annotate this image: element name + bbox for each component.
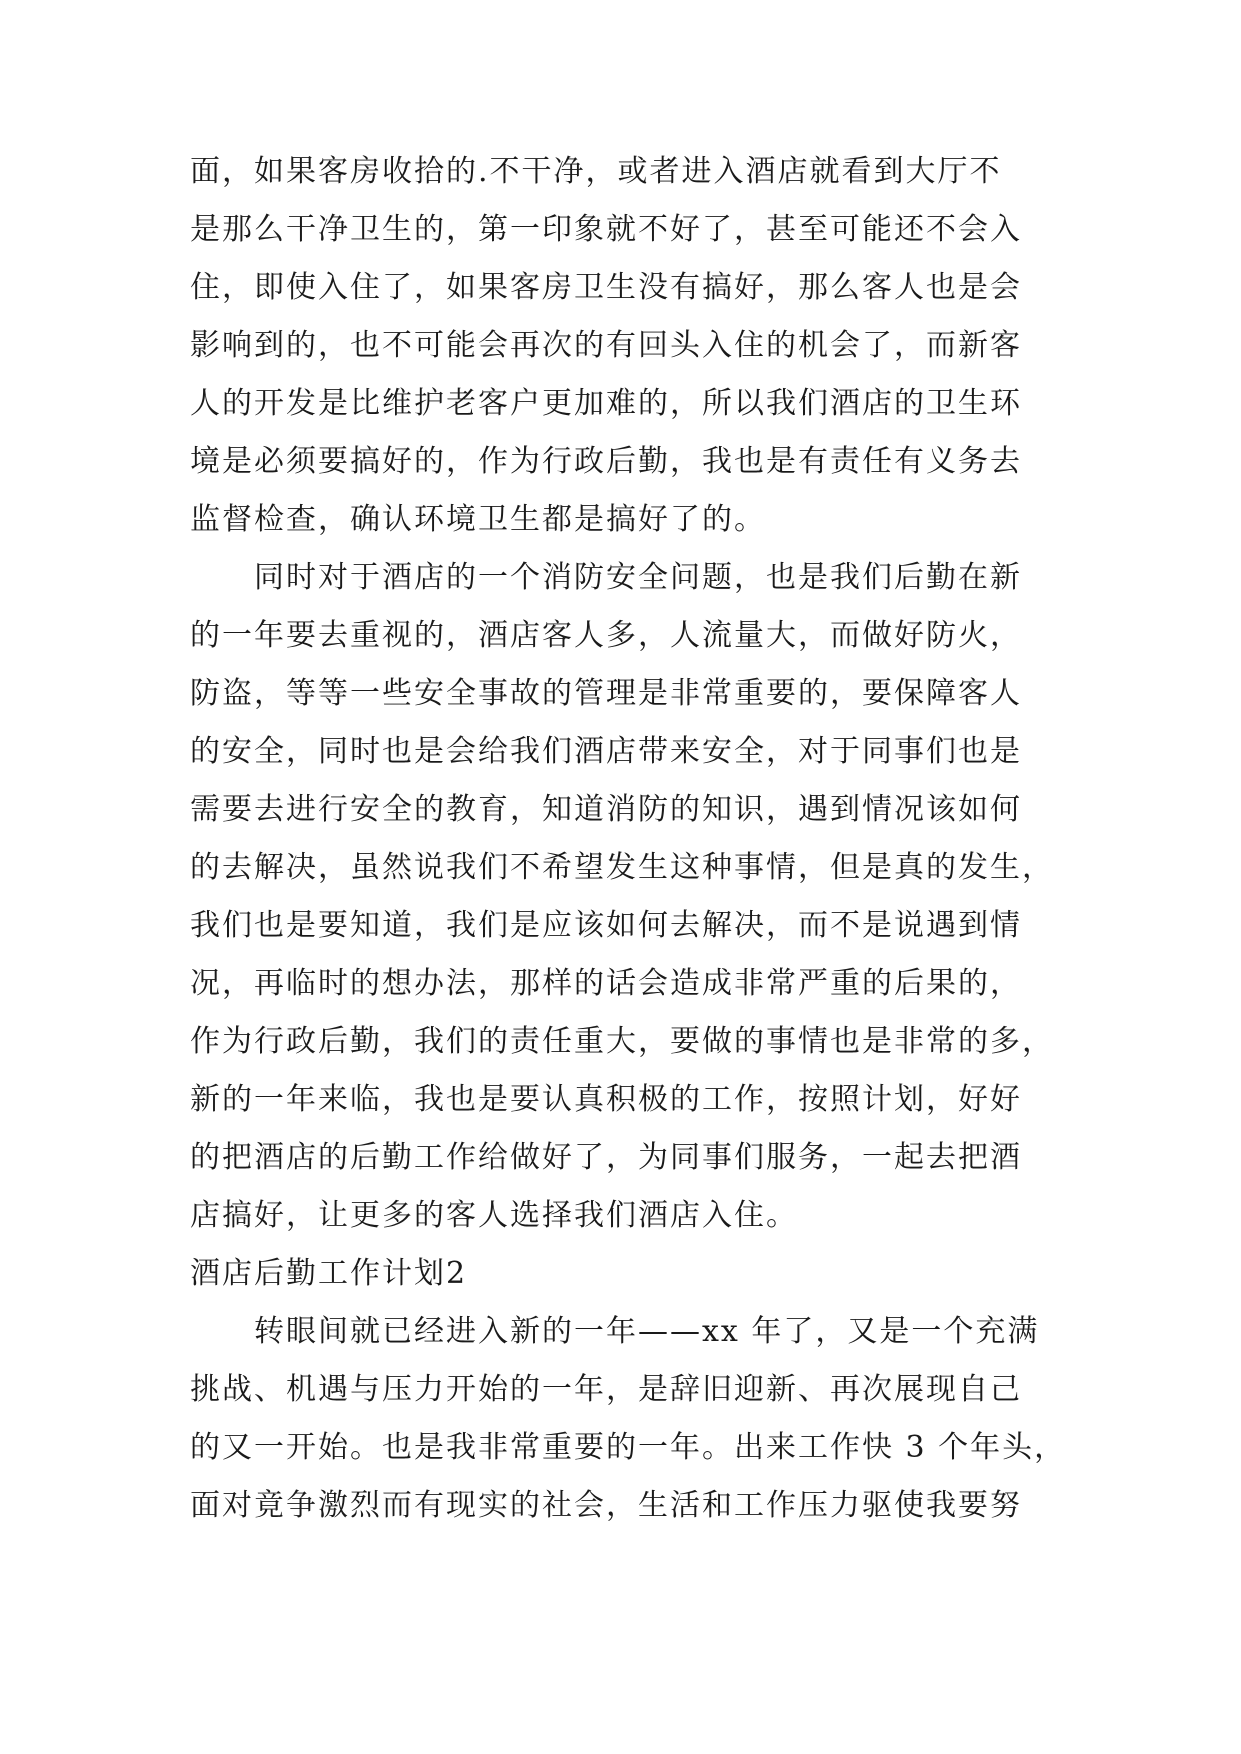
paragraph-first-line: 同时对于酒店的一个消防安全问题，也是我们后勤在新 <box>254 560 1022 595</box>
text-line: 店搞好，让更多的客人选择我们酒店入住。 <box>190 1198 798 1233</box>
text-line: 境是必须要搞好的，作为行政后勤，我也是有责任有义务去 <box>190 444 1022 479</box>
text-line: 作为行政后勤，我们的责任重大，要做的事情也是非常的多， <box>190 1024 1054 1059</box>
text-line: 况，再临时的想办法，那样的话会造成非常严重的后果的， <box>190 966 1022 1001</box>
text-line: 防盗，等等一些安全事故的管理是非常重要的，要保障客人 <box>190 676 1022 711</box>
text-line: 新的一年来临，我也是要认真积极的工作，按照计划，好好 <box>190 1082 1022 1117</box>
section-heading: 酒店后勤工作计划2 <box>190 1256 468 1291</box>
text-line: 影响到的，也不可能会再次的有回头入住的机会了，而新客 <box>190 328 1022 363</box>
paragraph-first-line: 转眼间就已经进入新的一年——xx 年了，又是一个充满 <box>254 1314 1040 1349</box>
text-line: 监督检查，确认环境卫生都是搞好了的。 <box>190 502 766 537</box>
text-line: 的安全，同时也是会给我们酒店带来安全，对于同事们也是 <box>190 734 1022 769</box>
text-line: 的去解决，虽然说我们不希望发生这种事情，但是真的发生， <box>190 850 1054 885</box>
text-line: 人的开发是比维护老客户更加难的，所以我们酒店的卫生环 <box>190 386 1022 421</box>
text-line: 挑战、机遇与压力开始的一年，是辞旧迎新、再次展现自己 <box>190 1372 1022 1407</box>
text-line: 的一年要去重视的，酒店客人多，人流量大，而做好防火， <box>190 618 1022 653</box>
text-line: 需要去进行安全的教育，知道消防的知识，遇到情况该如何 <box>190 792 1022 827</box>
text-line: 面对竟争激烈而有现实的社会，生活和工作压力驱使我要努 <box>190 1488 1022 1523</box>
text-line: 面，如果客房收拾的.不干净，或者进入酒店就看到大厅不 <box>190 154 1002 189</box>
text-line: 我们也是要知道，我们是应该如何去解决，而不是说遇到情 <box>190 908 1022 943</box>
text-line: 住，即使入住了，如果客房卫生没有搞好，那么客人也是会 <box>190 270 1022 305</box>
text-line: 是那么干净卫生的，第一印象就不好了，甚至可能还不会入 <box>190 212 1022 247</box>
text-line: 的把酒店的后勤工作给做好了，为同事们服务，一起去把酒 <box>190 1140 1022 1175</box>
text-line: 的又一开始。也是我非常重要的一年。出来工作快 3 个年头， <box>190 1430 1067 1465</box>
